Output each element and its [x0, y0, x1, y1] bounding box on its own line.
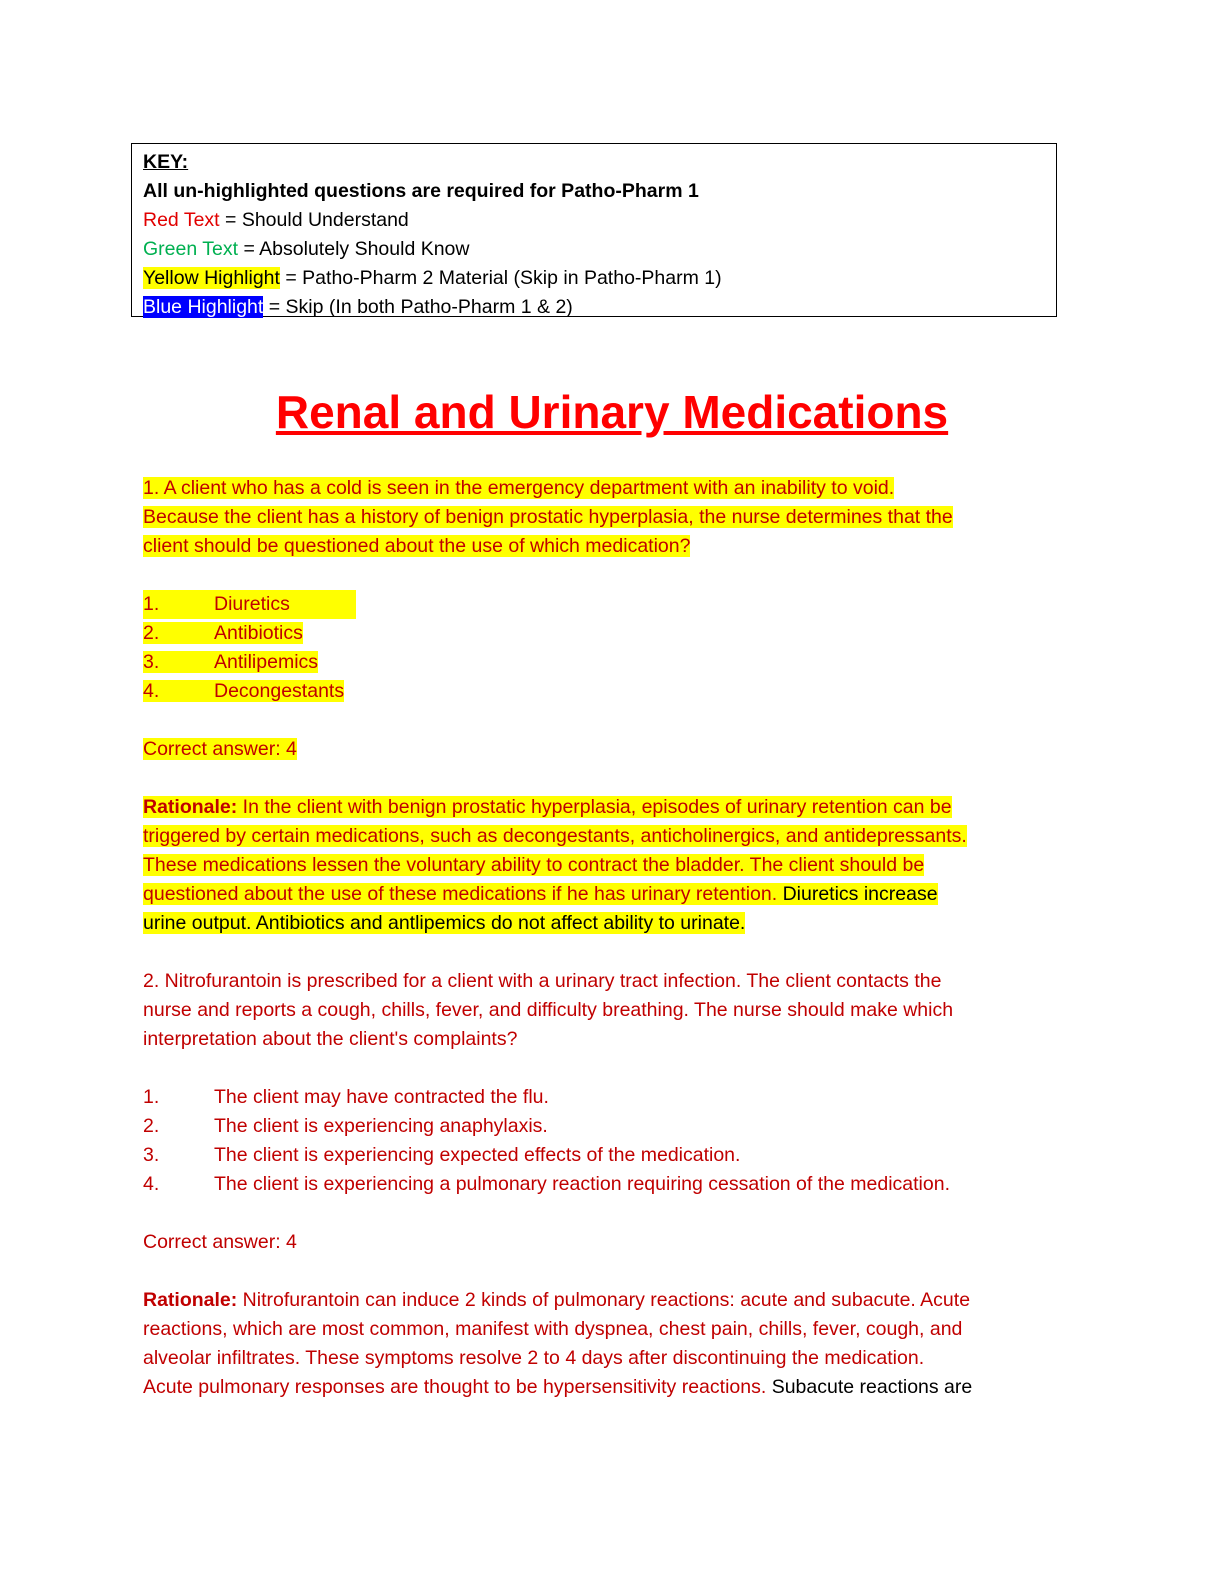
q2-stem-line-2: nurse and reports a cough, chills, fever, and difficulty breathing. The nurse should make which: [143, 999, 954, 1021]
q1-stem-line-3: [143, 532, 1083, 561]
key-blue-line: [143, 293, 1045, 322]
q2-option-1: [143, 1083, 1083, 1112]
q2-rationale-black-text: Subacute reactions are: [771, 1376, 973, 1398]
key-red-desc: = Should Understand: [219, 209, 409, 231]
q2-rationale-text-4: Acute pulmonary responses are thought to be hypersensitivity reactions.: [143, 1376, 772, 1398]
q1-option-2-num: 2.: [143, 622, 160, 644]
key-green-label: Green Text: [143, 238, 239, 260]
q1-rationale-text-2: triggered by certain medications, such as decongestants, anticholinergics, and antidepressants.: [143, 825, 967, 847]
q1-option-4-num: 4.: [143, 680, 160, 702]
q1-rationale-line-2: [143, 822, 1083, 851]
q2-option-3: [143, 1141, 1083, 1170]
q1-option-3-num: 3.: [143, 651, 160, 673]
q1-option-3-text: Antilipemics: [214, 651, 319, 673]
q2-stem-line-3: interpretation about the client's complaints?: [143, 1028, 518, 1050]
q2-option-2: [143, 1112, 1083, 1141]
key-red-line: [143, 206, 1045, 235]
q1-stem-line-2: [143, 503, 1083, 532]
q1-answer-text: Correct answer: 4: [143, 738, 297, 760]
q2-rationale-line-3: alveolar infiltrates. These symptoms resolve 2 to 4 days after discontinuing the medication.: [143, 1347, 925, 1369]
q2-rationale-line-1: [143, 1286, 1083, 1315]
q1-stem-line-1: [143, 474, 1083, 503]
q1-option-2-text: Antibiotics: [214, 622, 303, 644]
q1-option-4-text: Decongestants: [214, 680, 345, 702]
q1-rationale-line-3: [143, 851, 1083, 880]
key-required-line: All un-highlighted questions are required for Patho-Pharm 1: [143, 180, 699, 202]
q2-option-1-num: 1.: [143, 1086, 160, 1108]
q1-rationale-text-5: urine output. Antibiotics and antlipemics do not affect ability to urinate.: [143, 912, 746, 934]
key-yellow-label: Yellow Highlight: [143, 267, 280, 289]
q1-rationale-line-1: [143, 793, 1083, 822]
q1-rationale-label: Rationale:: [143, 796, 238, 818]
key-blue-desc: = Skip (In both Patho-Pharm 1 & 2): [263, 296, 573, 318]
q2-option-2-text: The client is experiencing anaphylaxis.: [214, 1115, 548, 1137]
page-title: Renal and Urinary Medications: [275, 386, 949, 438]
key-legend-box: [131, 143, 1057, 317]
q1-rationale-text-3: These medications lessen the voluntary ability to contract the bladder. The client should be: [143, 854, 925, 876]
q2-option-4-num: 4.: [143, 1173, 160, 1195]
key-yellow-line: [143, 264, 1045, 293]
q2-option-1-text: The client may have contracted the flu.: [214, 1086, 549, 1108]
key-title: KEY:: [143, 151, 189, 173]
q1-option-4: [143, 677, 1083, 706]
key-green-desc: = Absolutely Should Know: [238, 238, 470, 260]
q2-rationale-text-1: Nitrofurantoin can induce 2 kinds of pulmonary reactions: acute and subacute. Acute: [237, 1289, 971, 1311]
q1-option-1-num: 1.: [143, 593, 160, 615]
q1-rationale-text-4: questioned about the use of these medications if he has urinary retention.: [143, 883, 783, 905]
q2-option-3-text: The client is experiencing expected effects of the medication.: [214, 1144, 741, 1166]
key-yellow-desc: = Patho-Pharm 2 Material (Skip in Patho-Pharm 1): [279, 267, 722, 289]
q2-rationale-line-4: [143, 1373, 1083, 1402]
q1-rationale-line-5: [143, 909, 1083, 938]
q2-stem-line-1: 2. Nitrofurantoin is prescribed for a client with a urinary tract infection. The client contacts the: [143, 970, 942, 992]
q1-option-1-text: Diuretics: [214, 593, 290, 615]
q1-answer: [143, 735, 1083, 764]
q2-option-2-num: 2.: [143, 1115, 160, 1137]
q1-stem-text-1: 1. A client who has a cold is seen in the emergency department with an inability to void.: [143, 477, 895, 499]
q1-stem-text-2: Because the client has a history of benign prostatic hyperplasia, the nurse determines that the: [143, 506, 953, 528]
key-blue-label: Blue Highlight: [143, 296, 264, 318]
q2-option-4-text: The client is experiencing a pulmonary reaction requiring cessation of the medication.: [214, 1173, 950, 1195]
key-green-line: [143, 235, 1045, 264]
key-red-label: Red Text: [143, 209, 220, 231]
q1-rationale-black-text: Diuretics increase: [782, 883, 938, 905]
q1-option-2: [143, 619, 1083, 648]
questions-content: [143, 474, 1083, 1402]
q2-rationale-label: Rationale:: [143, 1289, 238, 1311]
key-title-line: [143, 148, 1045, 177]
q1-stem-text-3: client should be questioned about the use of which medication?: [143, 535, 691, 557]
q1-option-1: [143, 590, 1083, 619]
q2-answer: Correct answer: 4: [143, 1231, 297, 1253]
q2-option-4: [143, 1170, 1083, 1199]
q1-rationale-line-4: [143, 880, 1083, 909]
q1-option-3: [143, 648, 1083, 677]
q1-rationale-text-1: In the client with benign prostatic hyperplasia, episodes of urinary retention can be: [237, 796, 952, 818]
q2-option-3-num: 3.: [143, 1144, 160, 1166]
q2-rationale-line-2: reactions, which are most common, manifest with dyspnea, chest pain, chills, fever, cough, and: [143, 1318, 963, 1340]
